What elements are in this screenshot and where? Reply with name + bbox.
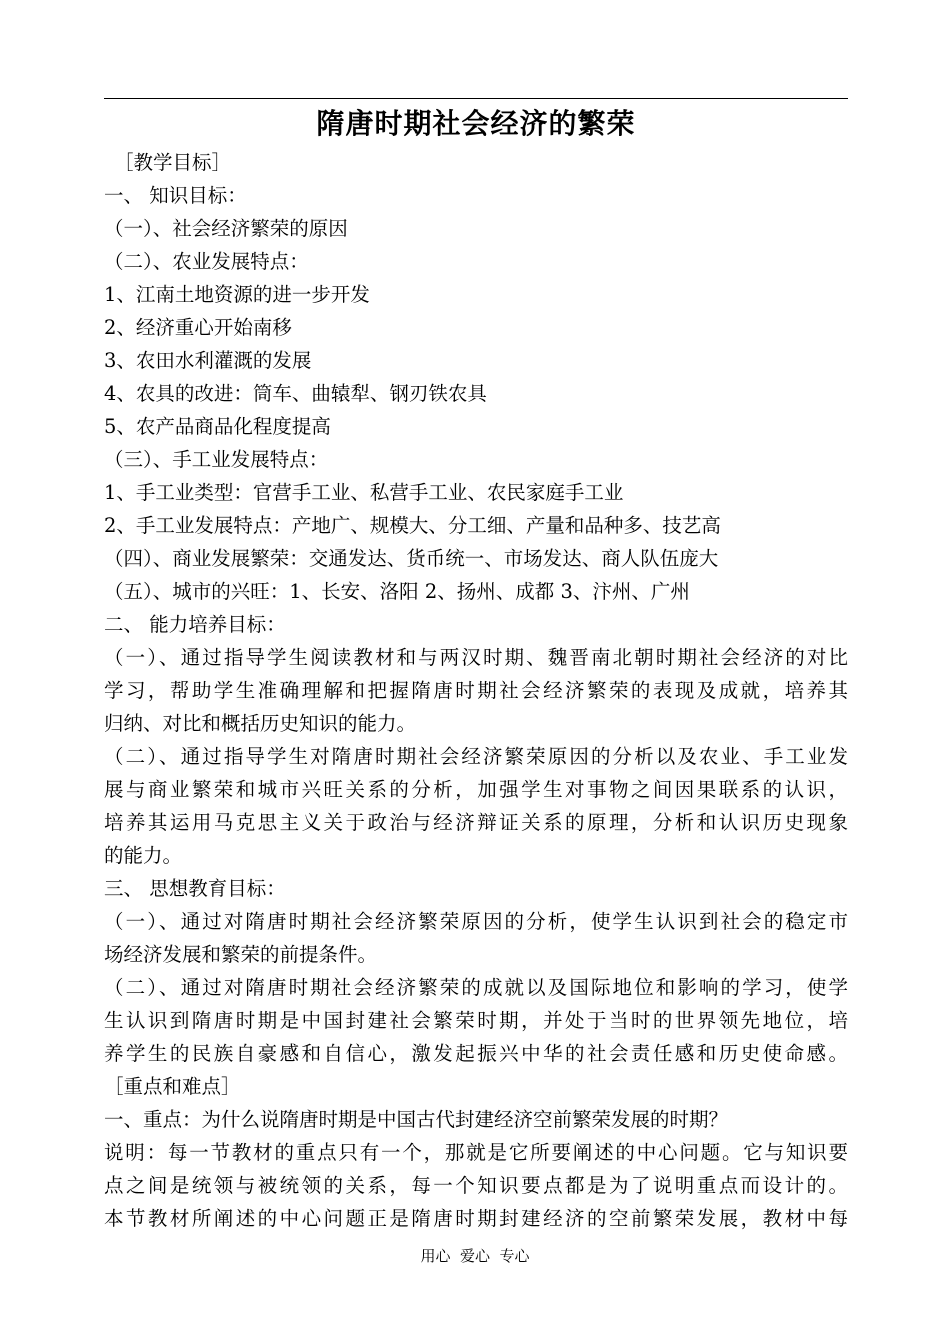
text-line: 说明：每一节教材的重点只有一个，那就是它所要阐述的中心问题。它与知识要	[104, 1141, 848, 1164]
text-line: 1、江南土地资源的进一步开发	[104, 283, 370, 306]
heading-moral-goals: 三、 思想教育目标：	[104, 877, 286, 900]
text-line: 2、经济重心开始南移	[104, 316, 292, 339]
text-line: 5、农产品商品化程度提高	[104, 415, 331, 438]
text-line: （一）、通过指导学生阅读教材和与两汉时期、魏晋南北朝时期社会经济的对比	[104, 646, 848, 669]
text-line: 1、手工业类型：官营手工业、私营手工业、农民家庭手工业	[104, 481, 624, 504]
heading-knowledge-goals: 一、 知识目标：	[104, 184, 247, 207]
text-line: （二）、通过对隋唐时期社会经济繁荣的成就以及国际地位和影响的学习，使学	[104, 976, 848, 999]
text-line: 场经济发展和繁荣的前提条件。	[104, 943, 378, 966]
text-line: 归纳、对比和概括历史知识的能力。	[104, 712, 417, 735]
text-line: 3、农田水利灌溉的发展	[104, 349, 312, 372]
text-line: 一、重点：为什么说隋唐时期是中国古代封建经济空前繁荣发展的时期？	[104, 1108, 729, 1131]
text-line: 学习，帮助学生准确理解和把握隋唐时期社会经济繁荣的表现及成就，培养其	[104, 679, 848, 702]
text-line: （四）、商业发展繁荣：交通发达、货币统一、市场发达、商人队伍庞大	[104, 547, 719, 570]
document-body	[104, 146, 848, 1235]
page-title: 隋唐时期社会经济的繁荣	[316, 107, 636, 140]
header-rule	[104, 98, 848, 99]
text-line: 点之间是统领与被统领的关系，每一个知识要点都是为了说明重点而设计的。	[104, 1174, 848, 1197]
text-line: 展与商业繁荣和城市兴旺关系的分析，加强学生对事物之间因果联系的认识，	[104, 778, 848, 801]
text-line: 养学生的民族自豪感和自信心，激发起振兴中华的社会责任感和历史使命感。	[104, 1042, 848, 1065]
text-line: （二）、农业发展特点：	[104, 250, 309, 273]
text-line: （三）、手工业发展特点：	[104, 448, 329, 471]
section-heading-key-points: ［重点和难点］	[104, 1075, 241, 1098]
text-line: 的能力。	[104, 844, 183, 867]
text-line: 本节教材所阐述的中心问题正是隋唐时期封建经济的空前繁荣发展，教材中每	[104, 1207, 848, 1230]
text-line: （一）、通过对隋唐时期社会经济繁荣原因的分析，使学生认识到社会的稳定市	[104, 910, 848, 933]
page-footer: 用心 爱心 专心	[420, 1247, 530, 1265]
text-line: 培养其运用马克思主义关于政治与经济辩证关系的原理，分析和认识历史现象	[104, 811, 848, 834]
heading-ability-goals: 二、 能力培养目标：	[104, 613, 286, 636]
section-heading-teaching-goals: ［教学目标］	[114, 151, 232, 174]
text-line: 2、手工业发展特点：产地广、规模大、分工细、产量和品种多、技艺高	[104, 514, 721, 537]
text-line: （一）、社会经济繁荣的原因	[104, 217, 348, 240]
text-line: 4、农具的改进：筒车、曲辕犁、钢刃铁农具	[104, 382, 487, 405]
text-line: 生认识到隋唐时期是中国封建社会繁荣时期，并处于当时的世界领先地位，培	[104, 1009, 848, 1032]
text-line: （五）、城市的兴旺：1、长安、洛阳 2、扬州、成都 3、汴州、广州	[104, 580, 690, 603]
text-line: （二）、通过指导学生对隋唐时期社会经济繁荣原因的分析以及农业、手工业发	[104, 745, 848, 768]
